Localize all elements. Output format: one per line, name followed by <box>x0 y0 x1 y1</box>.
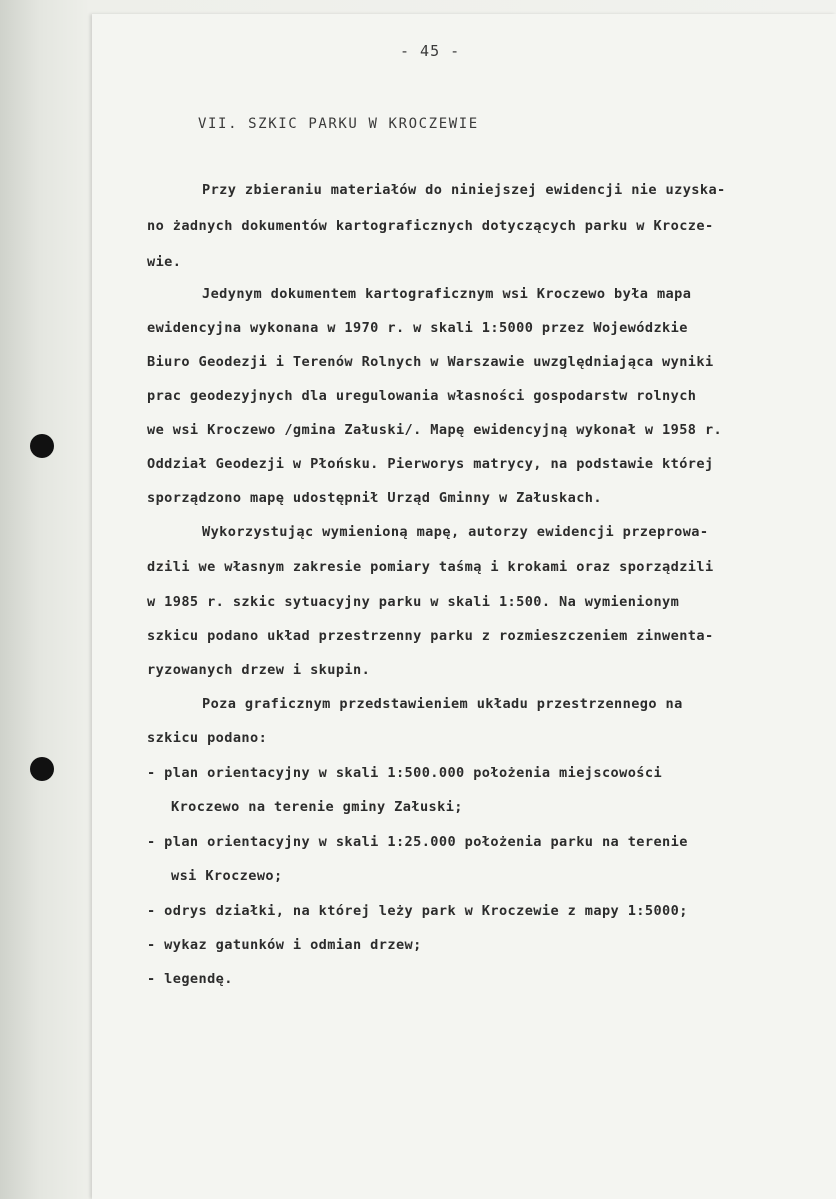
text-line: szkicu podano układ przestrzenny parku z rozmieszczeniem zinwenta- <box>147 628 714 644</box>
text-line: ewidencyjna wykonana w 1970 r. w skali 1:5000 przez Wojewódzkie <box>147 320 688 336</box>
punch-hole <box>30 757 54 781</box>
text-line: dzili we własnym zakresie pomiary taśmą i krokami oraz sporządzili <box>147 559 714 575</box>
text-line: w 1985 r. szkic sytuacyjny parku w skali 1:500. Na wymienionym <box>147 594 680 610</box>
punch-hole <box>30 434 54 458</box>
text-line: sporządzono mapę udostępnił Urząd Gminny w Załuskach. <box>147 490 602 506</box>
list-item: - plan orientacyjny w skali 1:25.000 położenia parku na terenie <box>147 834 688 850</box>
text-line: Przy zbieraniu materiałów do niniejszej ewidencji nie uzyska- <box>202 182 726 198</box>
text-line: ryzowanych drzew i skupin. <box>147 662 371 678</box>
list-item: - wykaz gatunków i odmian drzew; <box>147 937 422 953</box>
text-line: no żadnych dokumentów kartograficznych dotyczących parku w Krocze- <box>147 218 714 234</box>
text-line: Poza graficznym przedstawieniem układu przestrzennego na <box>202 696 683 712</box>
text-line: szkicu podano: <box>147 730 268 746</box>
text-line: wie. <box>147 254 182 270</box>
text-line: Wykorzystując wymienioną mapę, autorzy ewidencji przeprowa- <box>202 524 709 540</box>
list-item: - legendę. <box>147 971 233 987</box>
page-number: - 45 - <box>400 42 461 60</box>
section-heading: VII. SZKIC PARKU W KROCZEWIE <box>198 116 479 132</box>
text-line: Jedynym dokumentem kartograficznym wsi Kroczewo była mapa <box>202 286 692 302</box>
text-line: Oddział Geodezji w Płońsku. Pierworys matrycy, na podstawie której <box>147 456 714 472</box>
text-line: prac geodezyjnych dla uregulowania własności gospodarstw rolnych <box>147 388 697 404</box>
list-item: - plan orientacyjny w skali 1:500.000 położenia miejscowości <box>147 765 663 781</box>
list-item-continuation: wsi Kroczewo; <box>171 868 283 884</box>
text-line: Biuro Geodezji i Terenów Rolnych w Warszawie uwzględniająca wyniki <box>147 354 714 370</box>
text-line: we wsi Kroczewo /gmina Załuski/. Mapę ewidencyjną wykonał w 1958 r. <box>147 422 723 438</box>
list-item: - odrys działki, na której leży park w Kroczewie z mapy 1:5000; <box>147 903 688 919</box>
list-item-continuation: Kroczewo na terenie gminy Załuski; <box>171 799 463 815</box>
